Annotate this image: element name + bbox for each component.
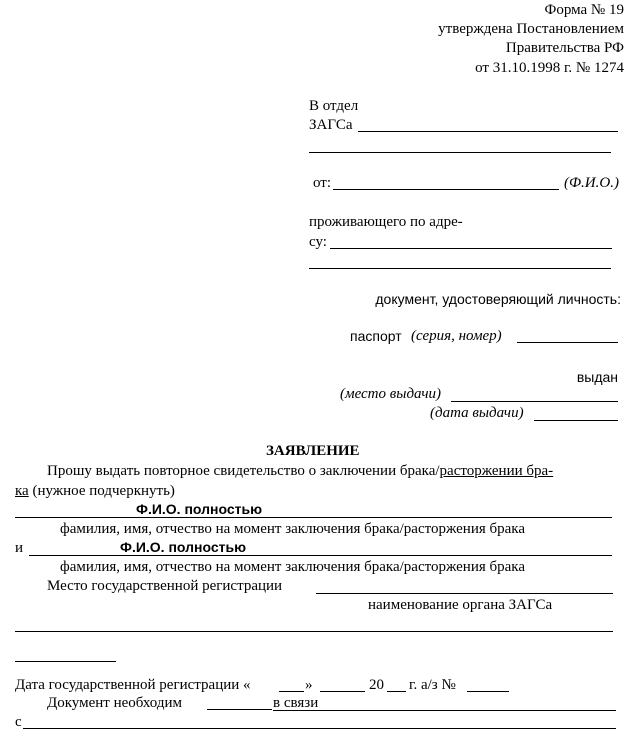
document-needed-label: Документ необходим (47, 695, 182, 711)
record-number-field[interactable] (467, 691, 509, 692)
issued-label: выдан (576, 369, 618, 385)
request-note: (нужное подчеркнуть) (28, 483, 175, 499)
place-registration-label: Место государственной регистрации (47, 578, 283, 594)
and-label: и (15, 540, 24, 556)
passport-label: паспорт (350, 328, 402, 344)
short-field[interactable] (15, 661, 116, 662)
zags-label: ЗАГСа (309, 117, 353, 133)
org-caption: наименование органа ЗАГСа (368, 597, 553, 613)
record-number-label: г. а/з № (409, 677, 456, 693)
from-label: от: (313, 175, 332, 191)
zags-field-line-2[interactable] (309, 152, 611, 153)
reg-month-field[interactable] (320, 691, 365, 692)
reg-day-field[interactable] (279, 691, 304, 692)
spouse-1-fio: Ф.И.О. полностью (136, 501, 263, 517)
request-underlined-cont: ка (15, 483, 29, 499)
spouse-2-fio: Ф.И.О. полностью (120, 539, 247, 555)
zags-field[interactable] (358, 131, 618, 132)
request-text-a: Прошу выдать повторное свидетельство о заключении брака/ (47, 463, 440, 479)
passport-hint: (серия, номер) (411, 328, 502, 344)
request-underlined: расторжении бра- (439, 463, 554, 479)
spouse-2-caption: фамилия, имя, отчество на момент заключения брака/расторжения брака (60, 559, 526, 575)
date-of-issue-field[interactable] (534, 420, 618, 421)
date-close-quote: » (305, 677, 313, 693)
id-document-label: документ, удостоверяющий личность: (375, 291, 621, 307)
form-number: Форма № 19 (544, 2, 624, 18)
residing-label: проживающего по адре- (309, 214, 463, 230)
reason-field-line-2[interactable] (23, 728, 616, 729)
address-field[interactable] (330, 248, 612, 249)
fio-hint: (Ф.И.О.) (564, 175, 619, 191)
reg-century: 20 (369, 677, 384, 693)
document-title: ЗАЯВЛЕНИЕ (266, 443, 360, 459)
date-registration-label: Дата государственной регистрации « (15, 677, 251, 693)
government-line: Правительства РФ (505, 40, 624, 56)
reg-year-field[interactable] (387, 691, 406, 692)
date-of-issue-hint: (дата выдачи) (430, 405, 524, 421)
passport-field[interactable] (517, 342, 618, 343)
place-registration-field-line-2[interactable] (15, 631, 613, 632)
residing-label-cont: су: (309, 234, 327, 250)
to-department-label: В отдел (309, 98, 359, 114)
approved-line: утверждена Постановлением (438, 21, 624, 37)
with-label: с (15, 714, 22, 730)
resolution-date: от 31.10.1998 г. № 1274 (475, 60, 624, 76)
spouse-1-caption: фамилия, имя, отчество на момент заключения брака/расторжения брака (60, 521, 526, 537)
request-text-cont (15, 483, 175, 500)
place-of-issue-field[interactable] (451, 401, 618, 402)
place-registration-field[interactable] (316, 593, 613, 594)
in-connection-label: в связи (273, 695, 319, 711)
document-needed-field[interactable] (207, 709, 272, 710)
reason-field[interactable] (273, 710, 616, 711)
spouse-2-fio-field[interactable] (29, 555, 612, 556)
place-of-issue-hint: (место выдачи) (340, 386, 441, 402)
applicant-fio-field[interactable] (333, 189, 559, 190)
request-text (47, 463, 553, 480)
spouse-1-fio-field[interactable] (15, 517, 612, 518)
address-field-line-2[interactable] (309, 268, 611, 269)
